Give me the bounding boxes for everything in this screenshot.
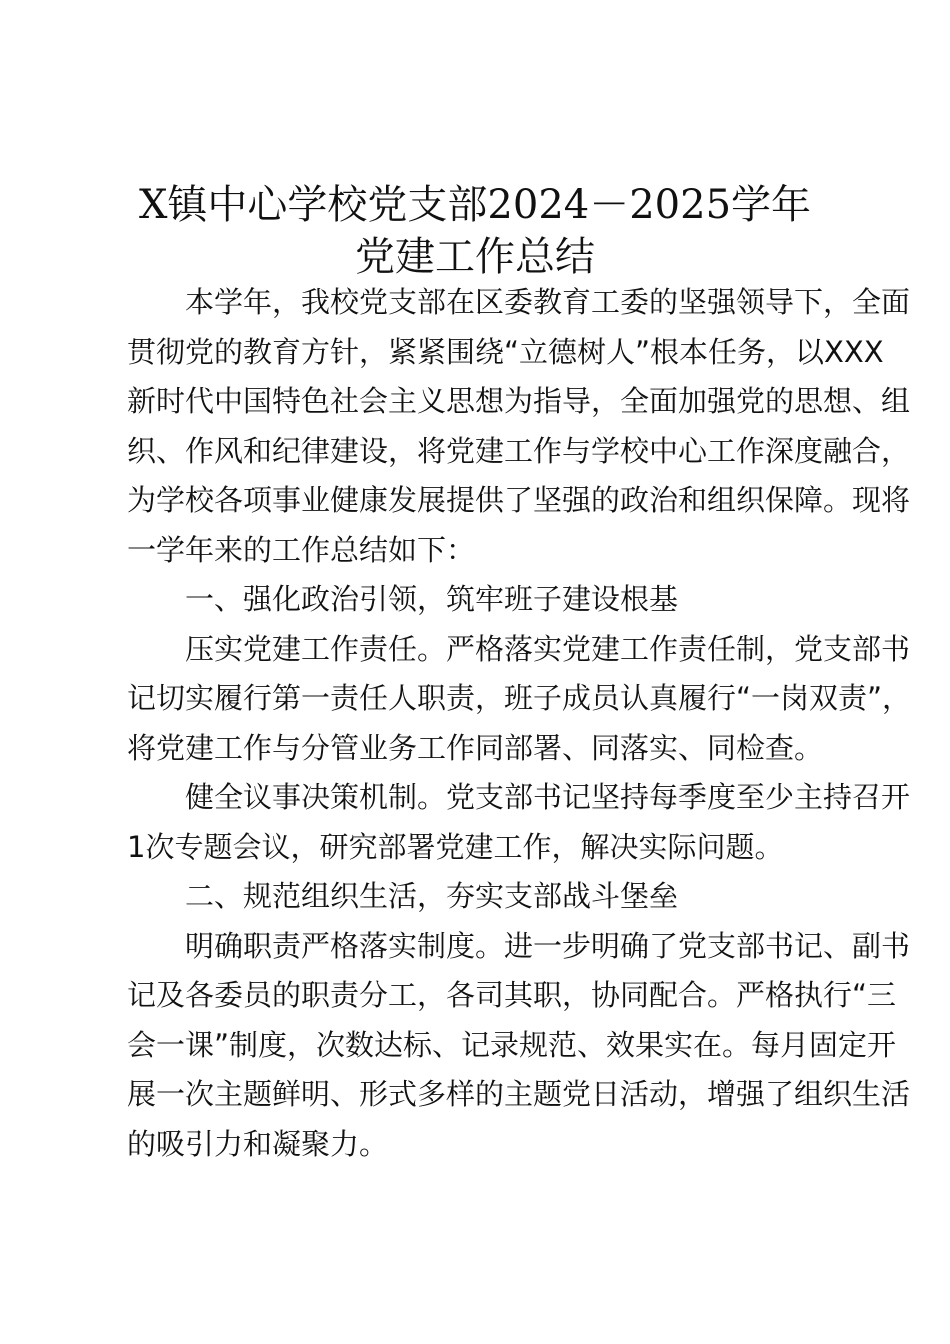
paragraph-line: 的吸引力和凝聚力。: [127, 1126, 389, 1161]
paragraph-line: 贯彻党的教育方针，紧紧围绕“立德树人”根本任务，以XXX: [127, 334, 884, 369]
paragraph-line: 1次专题会议，研究部署党建工作，解决实际问题。: [127, 829, 784, 864]
paragraph-line: 压实党建工作责任。严格落实党建工作责任制，党支部书: [185, 631, 911, 666]
paragraph-line: 将党建工作与分管业务工作同部署、同落实、同检查。: [127, 730, 824, 765]
paragraph-line: 本学年，我校党支部在区委教育工委的坚强领导下，全面: [185, 285, 911, 319]
paragraph-line: 新时代中国特色社会主义思想为指导，全面加强党的思想、组: [127, 384, 911, 418]
paragraph-line: 记切实履行第一责任人职责，班子成员认真履行“一岗双责”，: [127, 681, 912, 715]
paragraph-line: 会一课”制度，次数达标、记录规范、效果实在。每月固定开: [127, 1027, 897, 1062]
paragraph-line: 健全议事决策机制。党支部书记坚持每季度至少主持召开: [185, 780, 911, 814]
section-heading: 二、规范组织生活，夯实支部战斗堡垒: [185, 879, 679, 913]
section-heading: 一、强化政治引领，筑牢班子建设根基: [185, 582, 679, 616]
paragraph-line: 记及各委员的职责分工，各司其职，协同配合。严格执行“三: [127, 978, 897, 1012]
document-title-line-1: X镇中心学校党支部2024－2025学年: [138, 182, 812, 228]
paragraph-line: 为学校各项事业健康发展提供了坚强的政治和组织保障。现将: [127, 483, 911, 517]
paragraph-line: 展一次主题鲜明、形式多样的主题党日活动，增强了组织生活: [127, 1077, 911, 1111]
paragraph-line: 织、作风和纪律建设，将党建工作与学校中心工作深度融合，: [127, 433, 911, 468]
paragraph-line: 明确职责严格落实制度。进一步明确了党支部书记、副书: [185, 928, 911, 963]
paragraph-line: 一学年来的工作总结如下：: [127, 532, 476, 567]
document-body: [127, 278, 912, 1169]
document-title-line-2: 党建工作总结: [355, 234, 595, 280]
